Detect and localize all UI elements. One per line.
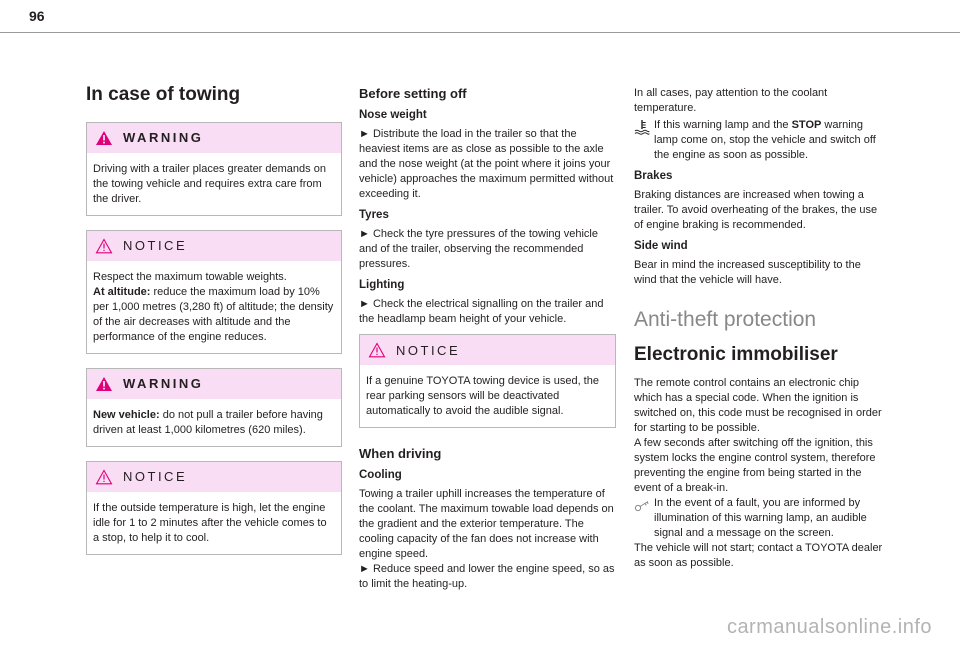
tyres-text: ► Check the tyre pressures of the towing vehicle and of the trailer, observing the recommended pressures. xyxy=(359,228,598,270)
warning-box-2 xyxy=(86,368,342,447)
heading-tyres: Tyres xyxy=(359,209,389,221)
warning-box-header xyxy=(87,369,341,399)
notice-triangle-icon xyxy=(95,469,113,485)
heading-brakes: Brakes xyxy=(634,170,673,182)
notice-label: NOTICE xyxy=(123,238,188,254)
coolant-lamp-paragraph xyxy=(634,118,884,163)
lighting-text: ► Check the electrical signalling on the trailer and the headlamp beam height of your vehicle. xyxy=(359,298,604,325)
warning-text: Driving with a trailer places greater demands on the towing vehicle and requires extra care from the driver. xyxy=(93,162,326,205)
warning-label: WARNING xyxy=(123,376,204,392)
stop-label: STOP xyxy=(791,119,822,131)
immobiliser-text-3: In the event of a fault, you are informed by illumination of this warning lamp, an audible signal and a message on the screen. xyxy=(654,497,867,539)
key-warning-icon xyxy=(634,497,650,513)
header-divider xyxy=(0,32,960,33)
page-number: 96 xyxy=(29,8,45,24)
altitude-label: At altitude: xyxy=(93,285,151,298)
notice-box-1 xyxy=(86,230,342,354)
warning-box-header xyxy=(87,123,341,153)
notice-box-header xyxy=(87,462,341,492)
column-towing xyxy=(86,84,342,569)
notice-label: NOTICE xyxy=(396,342,461,358)
heading-side-wind: Side wind xyxy=(634,240,688,252)
notice-text-altitude xyxy=(93,285,335,345)
notice-triangle-icon xyxy=(95,238,113,254)
heading-electronic-immobiliser: Electronic immobiliser xyxy=(634,344,838,365)
notice-text: Respect the maximum towable weights. xyxy=(93,270,287,283)
notice-text: If a genuine TOYOTA towing device is used, the rear parking sensors will be deactivated automatically to avoid the audible signal. xyxy=(366,375,599,417)
immobiliser-text-2: A few seconds after switching off the ignition, this system locks the engine control system, therefore preventing the engine from being started in the event of a break-in. xyxy=(634,437,876,494)
cooling-text: Towing a trailer uphill increases the temperature of the coolant. The maximum towable load depends on the gradient and the exterior temperature. The cooling capacity of the fan does not increase with engine speed. xyxy=(359,488,614,560)
heading-before-setting-off: Before setting off xyxy=(359,86,467,101)
heading-lighting: Lighting xyxy=(359,279,405,291)
coolant-intro: In all cases, pay attention to the coolant temperature. xyxy=(634,87,828,114)
brakes-text: Braking distances are increased when towing a trailer. To avoid overheating of the brakes, the use of engine braking is recommended. xyxy=(634,189,878,231)
side-wind-text: Bear in mind the increased susceptibility to the wind that the vehicle will have. xyxy=(634,259,861,286)
column-brakes-antitheft xyxy=(634,86,884,578)
immobiliser-text-4: The vehicle will not start; contact a TOYOTA dealer as soon as possible. xyxy=(634,542,883,569)
warning-label: WARNING xyxy=(123,130,204,146)
watermark-text: carmanualsonline.info xyxy=(726,616,932,638)
heading-when-driving: When driving xyxy=(359,446,442,461)
notice-box-header xyxy=(360,335,615,365)
cooling-bullet: ► Reduce speed and lower the engine speed, so as to limit the heating-up. xyxy=(359,563,615,590)
notice-text: If the outside temperature is high, let the engine idle for 1 to 2 minutes after the vehicle comes to a stop, to help it to cool. xyxy=(93,501,327,544)
heading-nose-weight: Nose weight xyxy=(359,109,427,121)
warning-box-1 xyxy=(86,122,342,216)
warning-text-new-vehicle xyxy=(93,408,335,438)
notice-label: NOTICE xyxy=(123,469,188,485)
section-title-towing: In case of towing xyxy=(86,84,241,105)
notice-triangle-icon xyxy=(368,342,386,358)
notice-box-3 xyxy=(359,334,616,428)
section-title-anti-theft: Anti-theft protection xyxy=(634,308,817,331)
heading-cooling: Cooling xyxy=(359,469,402,481)
immobiliser-lamp-paragraph xyxy=(634,496,884,541)
notice-box-2 xyxy=(86,461,342,555)
coolant-lamp-text-b: warning lamp come on, stop the vehicle and switch off the engine as soon as possible. xyxy=(654,119,876,161)
immobiliser-text-1: The remote control contains an electronic chip which has a special code. When the ignition is switched on, this code must be recognised in order for starting to be possible. xyxy=(634,377,882,434)
coolant-lamp-text-a: If this warning lamp and the xyxy=(654,119,789,131)
column-before-setting-off xyxy=(359,86,616,599)
warning-triangle-icon xyxy=(95,130,113,146)
new-vehicle-text: do not pull a trailer before having driven at least 1,000 kilometres (620 miles). xyxy=(93,408,323,436)
coolant-temperature-icon xyxy=(634,119,650,135)
nose-weight-text: ► Distribute the load in the trailer so that the heaviest items are as close as possible to the axle and the nose weight (at the point where it joins your vehicle) approaches the maximum permitted without exceeding it. xyxy=(359,128,614,200)
altitude-text: reduce the maximum load by 10% per 1,000 metres (3,280 ft) of altitude; the density of the air decreases with altitude and the performance of the engine reduces. xyxy=(93,285,334,343)
notice-box-header xyxy=(87,231,341,261)
new-vehicle-label: New vehicle: xyxy=(93,408,160,421)
warning-triangle-icon xyxy=(95,376,113,392)
